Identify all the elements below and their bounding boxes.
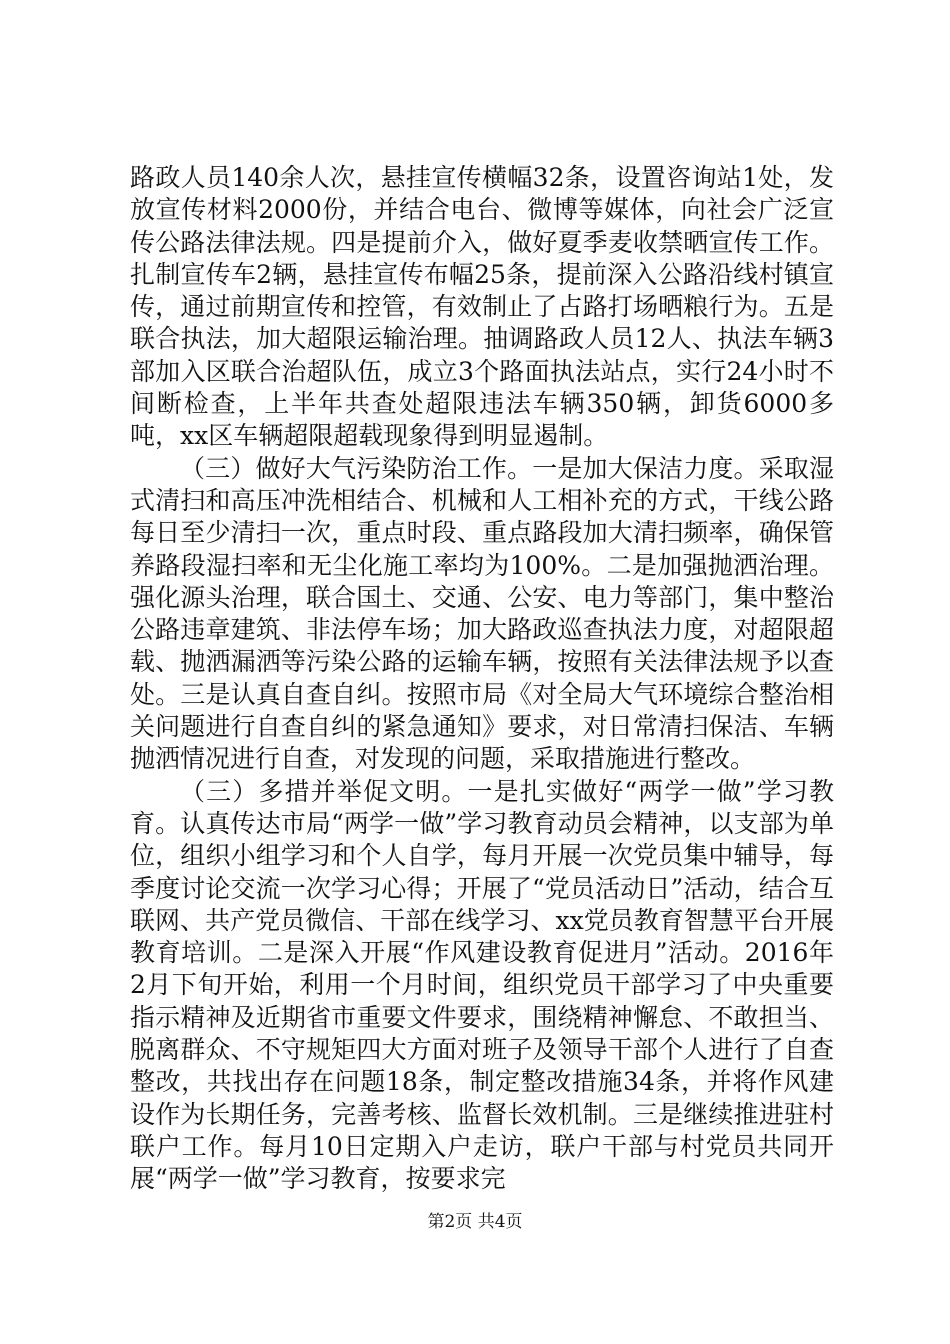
page-footer: 第2页 共4页	[427, 1212, 523, 1232]
paragraph-1: 路政人员140余人次，悬挂宣传横幅32条，设置咨询站1处，发放宣传材料2000份，并结合电台、微博等媒体，向社会广泛宣传公路法律法规。四是提前介入，做好夏季麦收禁晒宣传工作。扎制宣传车2辆，悬挂宣传布幅25条，提前深入公路沿线村镇宣传，通过前期宣传和控管，有效制止了占路打场晒粮行为。五是联合执法，加大超限运输治理。抽调路政人员12人、执法车辆3部加入区联合治超队伍，成立3个路面执法站点，实行24小时不间断检查，上半年共查处超限违法车辆350辆，卸货6000多吨，xx区车辆超限超载现象得到明显遏制。	[130, 163, 834, 451]
paragraph-3: （三）多措并举促文明。一是扎实做好“两学一做”学习教育。认真传达市局“两学一做”学习教育动员会精神，以支部为单位，组织小组学习和个人自学，每月开展一次党员集中辅导，每季度讨论交流一次学习心得；开展了“党员活动日”活动，结合互联网、共产党员微信、干部在线学习、xx党员教育智慧平台开展教育培训。二是深入开展“作风建设教育促进月”活动。2016年2月下旬开始，利用一个月时间，组织党员干部学习了中央重要指示精神及近期省市重要文件要求，围绕精神懈怠、不敢担当、脱离群众、不守规矩四大方面对班子及领导干部个人进行了自查整改，共找出存在问题18条，制定整改措施34条，并将作风建设作为长期任务，完善考核、监督长效机制。三是继续推进驻村联户工作。每月10日定期入户走访，联户干部与村党员共同开展“两学一做”学习教育，按要求完	[130, 776, 834, 1194]
paragraph-2: （三）做好大气污染防治工作。一是加大保洁力度。采取湿式清扫和高压冲洗相结合、机械和人工相补充的方式，干线公路每日至少清扫一次，重点时段、重点路段加大清扫频率，确保管养路段湿扫率和无尘化施工率均为100%。二是加强抛洒治理。强化源头治理，联合国土、交通、公安、电力等部门，集中整治公路违章建筑、非法停车场；加大路政巡查执法力度，对超限超载、抛洒漏洒等污染公路的运输车辆，按照有关法律法规予以查处。三是认真自查自纠。按照市局《对全局大气环境综合整治相关问题进行自查自纠的紧急通知》要求，对日常清扫保洁、车辆抛洒情况进行自查，对发现的问题，采取措施进行整改。	[130, 453, 834, 774]
document-body	[130, 162, 834, 1196]
